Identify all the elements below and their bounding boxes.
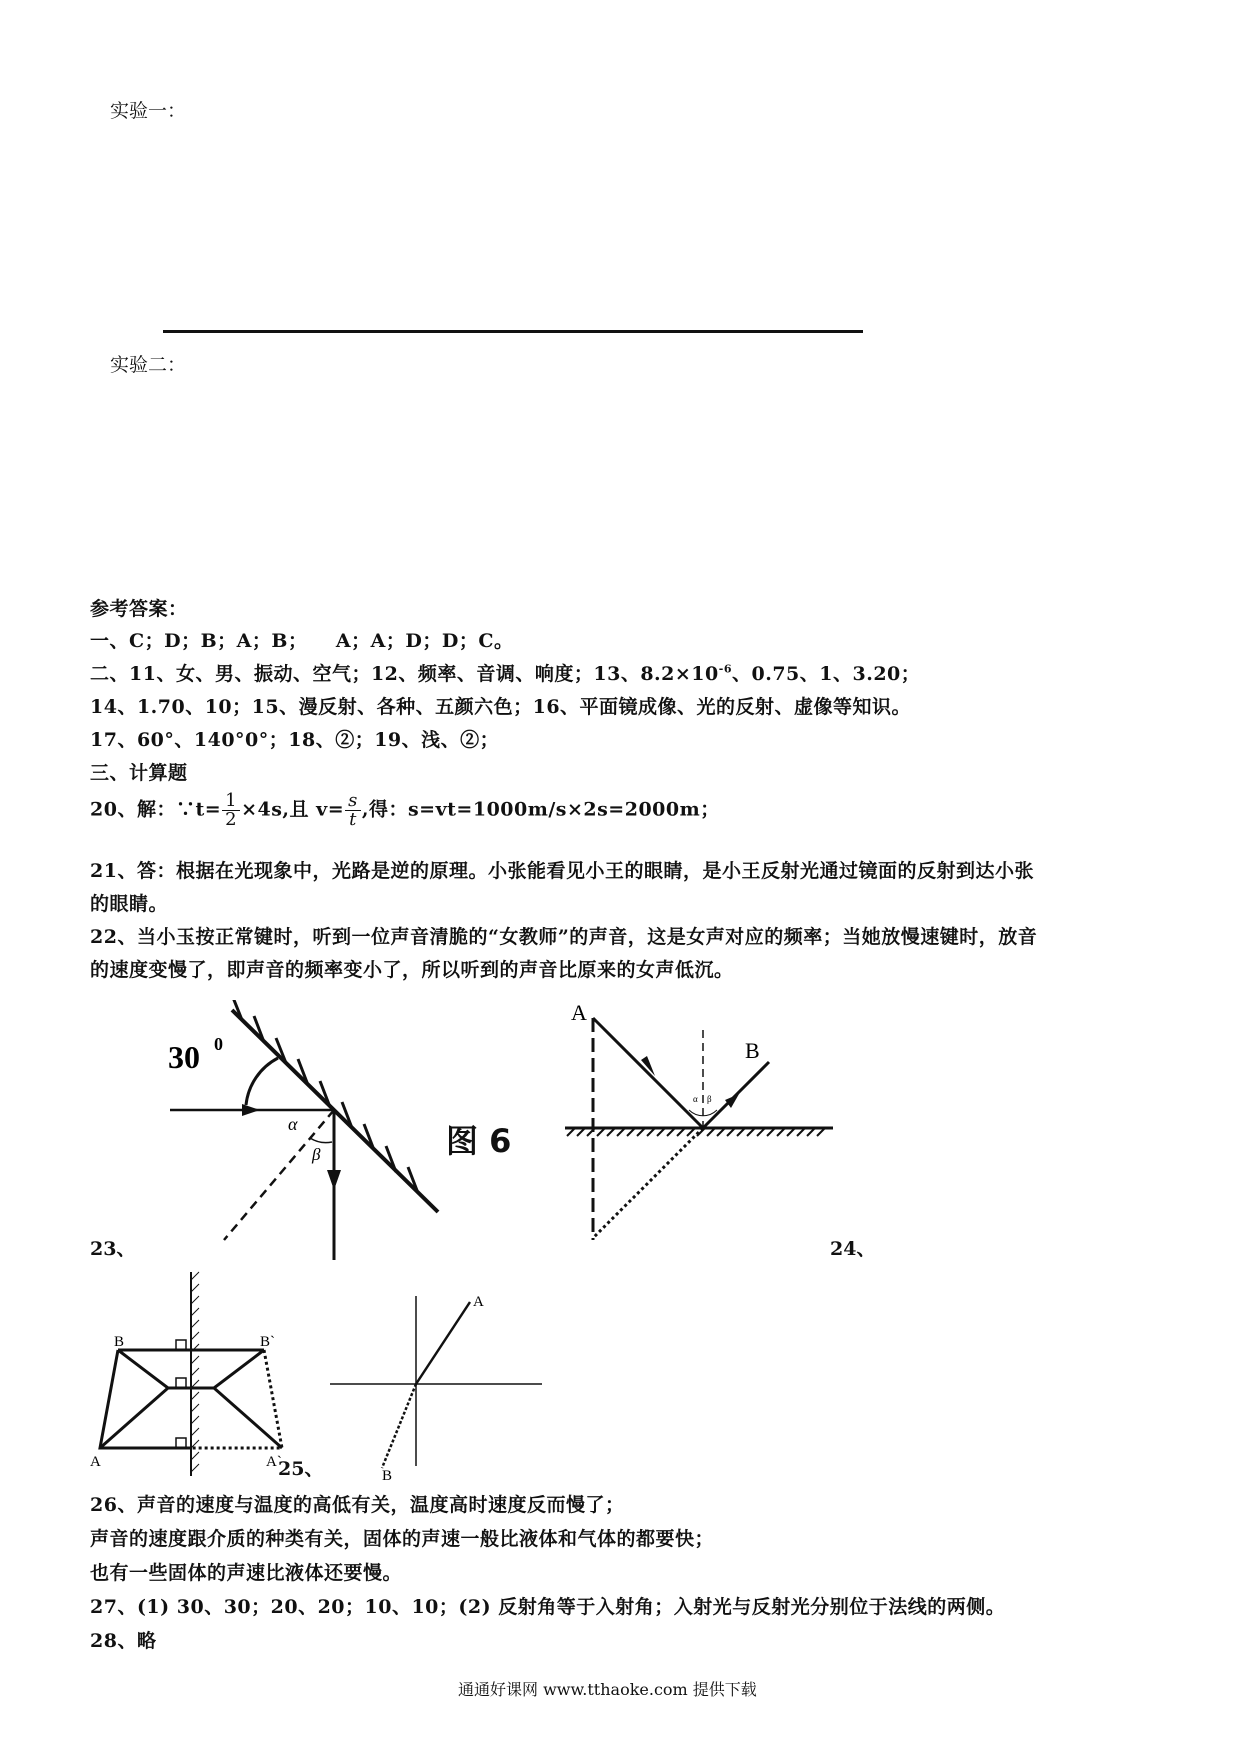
answer-28: 28、略	[90, 1630, 157, 1652]
point-a-label: A	[571, 1000, 587, 1025]
answer-26-line-2: 声音的速度跟介质的种类有关，固体的声速一般比液体和气体的都要快；	[90, 1528, 715, 1550]
refracted-ray-a	[416, 1302, 470, 1384]
figure-25-plane-mirror-diagram	[88, 1270, 300, 1480]
answer-23-label: 23、	[90, 1238, 136, 1260]
figure-24-reflection-diagram	[565, 990, 835, 1240]
virtual-image-ray	[593, 1128, 703, 1238]
answer-26-line-3: 也有一些固体的声速比液体还要慢。	[90, 1562, 403, 1584]
point-b-label: B	[745, 1038, 760, 1063]
reflected-arrow	[327, 1170, 341, 1190]
figure-25-refraction-diagram	[330, 1290, 550, 1480]
figure-23-reflection-diagram	[160, 1000, 470, 1260]
answers-heading: 参考答案：	[90, 598, 188, 620]
point-b-prime-label: B`	[260, 1334, 275, 1350]
figure-6-caption: 图 6	[446, 1122, 512, 1160]
answer-24-label: 24、	[830, 1238, 876, 1260]
answer-21-line-1: 21、答：根据在光现象中，光路是逆的原理。小张能看见小王的眼睛，是小王反射光通过镜面的反射到达小张	[90, 860, 1034, 882]
angle-arc	[246, 1058, 278, 1105]
incident-arrow	[242, 1104, 260, 1116]
reflected-ray	[703, 1062, 769, 1128]
answer-22-line-1: 22、当小玉按正常键时，听到一位声音清脆的“女教师”的声音，这是女声对应的频率；当她放慢速键时，放音	[90, 926, 1038, 948]
experiment-one-label: 实验一：	[110, 100, 187, 122]
beta-label: β	[312, 1145, 321, 1164]
section-three-heading: 三、计算题	[90, 762, 188, 784]
answer-25-label: 25、	[278, 1458, 324, 1480]
angle-label: 30	[168, 1039, 200, 1075]
answer-20: 20、解：∵t= $\frac{1}{2}$ ×4s,且 v= $\frac{s}{t}$ ,得：s=vt=1000m/s×2s=2000m；	[90, 790, 720, 830]
normal-line	[224, 1110, 334, 1240]
point-b-label: B	[382, 1468, 393, 1480]
alpha-label: α	[693, 1094, 698, 1104]
point-a-label: A	[473, 1294, 484, 1310]
answers-line-2: 二、11、女、男、振动、空气；12、频率、音调、响度；13、$8.2\times 10^{-6}$、0.75、1、3.20；	[90, 662, 921, 685]
point-a-prime-label: A`	[266, 1454, 282, 1470]
angle-degree-label: 0	[214, 1034, 223, 1054]
answers-line-1: 一、C；D；B；A；B； A；A；D；D；C。	[90, 630, 514, 652]
answer-26-line-1: 26、声音的速度与温度的高低有关，温度高时速度反而慢了；	[90, 1494, 625, 1516]
divider-line	[163, 330, 863, 333]
image-outline	[191, 1350, 282, 1448]
answer-21-line-2: 的眼睛。	[90, 893, 169, 915]
object-outline	[100, 1350, 191, 1448]
mirror-hatching	[191, 1272, 199, 1472]
answer-22-line-2: 的速度变慢了，即声音的频率变小了，所以听到的声音比原来的女声低沉。	[90, 959, 734, 981]
point-b-label: B	[114, 1334, 125, 1350]
beta-label: β	[707, 1094, 712, 1104]
ray-to-b	[382, 1384, 416, 1468]
alpha-label: α	[288, 1114, 298, 1134]
answers-line-3: 14、1.70、10；15、漫反射、各种、五颜六色；16、平面镜成像、光的反射、虚像等知识。	[90, 696, 912, 718]
experiment-two-label: 实验二：	[110, 354, 187, 376]
answer-27: 27、(1) 30、30；20、20；10、10；(2) 反射角等于入射角；入射光与反射光分别位于法线的两侧。	[90, 1596, 1006, 1618]
answers-line-4: 17、60°、140°0°；18、②；19、浅、②；	[90, 729, 500, 751]
point-a-label: A	[90, 1454, 101, 1470]
footer-text: 通通好课网 www.tthaoke.com 提供下载	[458, 1680, 757, 1699]
incident-ray	[593, 1018, 703, 1128]
